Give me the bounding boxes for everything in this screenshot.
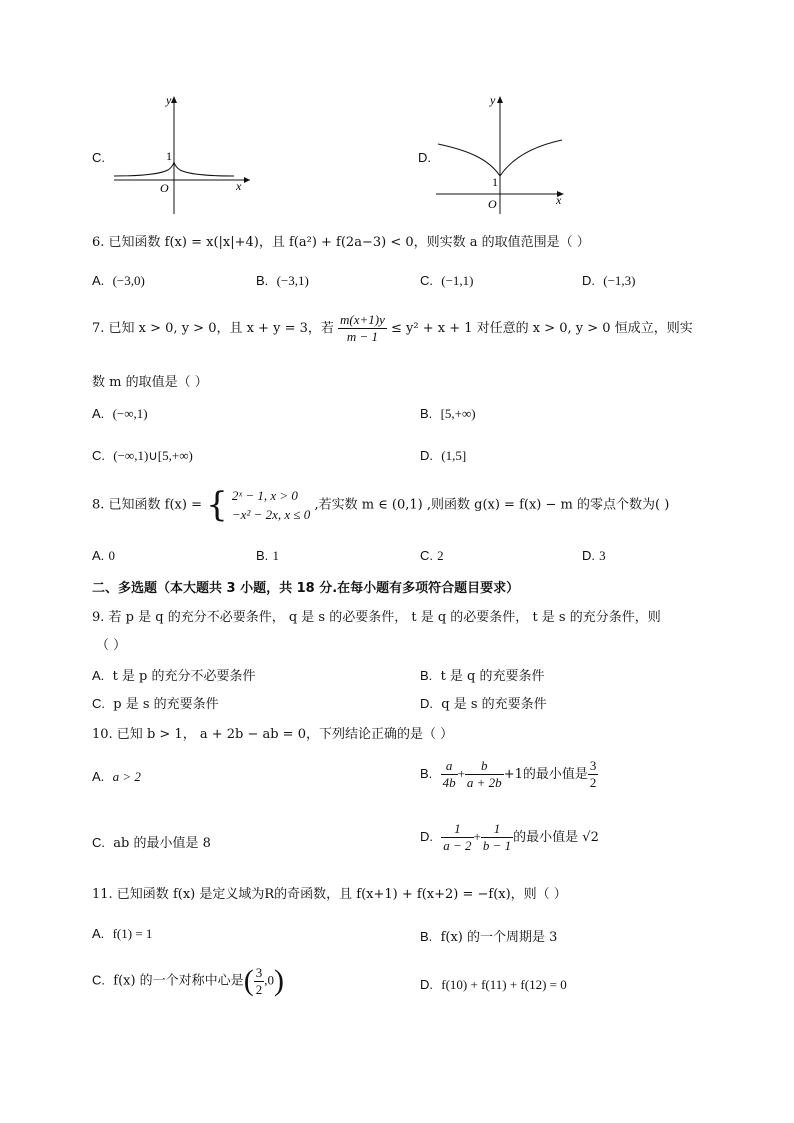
graph-c-label: C.	[92, 150, 105, 165]
q8-pieces	[232, 486, 310, 524]
q10-d-frac-2: $\frac{1}{b - 1}$	[482, 821, 512, 853]
q6-option-b[interactable]: B. (−3,1)	[256, 273, 309, 288]
q9-option-b[interactable]: B. t 是 q 的充要条件	[420, 668, 545, 684]
graph-d-y-arrow	[497, 96, 503, 103]
q11-option-b[interactable]: B. f(x) 的一个周期是 3	[420, 929, 558, 945]
q8-option-b[interactable]: B. 1	[256, 548, 279, 563]
q8-brace: {	[206, 485, 228, 525]
q8-piece-2: −x² − 2x, x ≤ 0	[231, 507, 311, 522]
q7-post: ≤ y² + x + 1 对任意的 x > 0, y > 0 恒成立，则实	[391, 321, 693, 336]
q8-post: ,若实数 m ∈ (0,1) ,则函数 g(x) = f(x) − m 的零点个数为( )	[314, 497, 670, 513]
graph-c-y-arrow	[171, 96, 177, 103]
q9-stem: 9. 若 p 是 q 的充分不必要条件， q 是 s 的必要条件， t 是 q 的必要条件， t 是 s 的充分条件，则	[92, 610, 661, 625]
graph-c-x-label: x	[236, 179, 242, 193]
q11-c-fraction: $\frac{3}{2}$	[255, 964, 263, 997]
q7-option-b[interactable]: B. [5,+∞)	[420, 406, 476, 421]
graph-d	[436, 92, 576, 222]
graph-c	[110, 92, 260, 222]
q10-option-b[interactable]: B. $\frac{a}{4b}$ + $\frac{b}{a + 2b}$ +1的最小值是 $\frac{3}{2}$	[420, 758, 597, 790]
q10-option-c[interactable]: C. ab 的最小值是 8	[92, 835, 211, 851]
q11-stem: 11. 已知函数 f(x) 是定义域为R的奇函数，且 f(x+1) + f(x+2) = −f(x)，则（ ）	[92, 887, 567, 902]
q10-option-d[interactable]: D. $\frac{1}{a - 2}$ + $\frac{1}{b - 1}$ 的最小值是 √2	[420, 821, 599, 853]
q7-stem-line2: 数 m 的取值是（ ）	[92, 375, 208, 390]
q10-d-frac-1: $\frac{1}{a - 2}$	[443, 821, 472, 853]
q6-option-a[interactable]: A. (−3,0)	[92, 273, 145, 288]
graph-d-label: D.	[418, 150, 431, 165]
q9-stem-line2: （ ）	[96, 638, 127, 653]
q7-option-d[interactable]: D. (1,5]	[420, 448, 467, 463]
q6-option-c[interactable]: C. (−1,1)	[420, 273, 474, 288]
q7-option-a[interactable]: A. (−∞,1)	[92, 406, 148, 421]
q8-option-a[interactable]: A. 0	[92, 548, 115, 563]
q8-stem	[92, 486, 669, 524]
q6-stem: 6. 已知函数 f(x) = x(|x|+4)，且 f(a²) + f(2a−3) < 0，则实数 a 的取值范围是（ ）	[92, 235, 590, 250]
q7-numerator: m(x+1)y	[340, 312, 385, 327]
q10-option-a[interactable]: A. a > 2	[92, 769, 141, 784]
graph-c-y-label: y	[166, 93, 172, 107]
q11-option-c[interactable]: C. f(x) 的一个对称中心是( $\frac{3}{2}$ ,0)	[92, 964, 284, 997]
graph-c-x-arrow	[244, 177, 250, 183]
graph-c-one: 1	[166, 149, 172, 163]
q8-pre: 8. 已知函数 f(x) =	[92, 497, 202, 513]
graph-d-origin: O	[488, 197, 497, 211]
q10-b-frac-2: $\frac{b}{a + 2b}$	[466, 758, 502, 790]
graph-d-one: 1	[492, 175, 498, 189]
graph-c-origin: O	[160, 181, 169, 195]
q6-option-d[interactable]: D. (−1,3)	[582, 273, 636, 288]
q8-option-d[interactable]: D. 3	[582, 548, 606, 563]
graph-d-curve-right	[500, 140, 562, 176]
q11-option-a[interactable]: A. f(1) = 1	[92, 926, 153, 941]
q7-pre: 7. 已知 x > 0, y > 0，且 x + y = 3，若	[92, 321, 334, 336]
q7-denominator: m − 1	[346, 329, 379, 344]
q10-b-frac-1: $\frac{a}{4b}$	[442, 758, 456, 790]
q7-stem	[92, 312, 693, 345]
q8-piece-1: 2ˣ − 1, x > 0	[231, 488, 298, 503]
q8-option-c[interactable]: C. 2	[420, 548, 444, 563]
section-heading-multi-choice: 二、多选题（本大题共 3 小题，共 18 分.在每小题有多项符合题目要求）	[92, 581, 520, 596]
graph-d-x-label: x	[556, 193, 562, 207]
q11-option-d[interactable]: D. f(10) + f(11) + f(12) = 0	[420, 977, 567, 992]
q9-option-d[interactable]: D. q 是 s 的充要条件	[420, 696, 547, 712]
q9-option-c[interactable]: C. p 是 s 的充要条件	[92, 696, 219, 712]
graph-d-y-label: y	[490, 93, 496, 107]
q7-fraction	[338, 312, 387, 345]
q9-option-a[interactable]: A. t 是 p 的充分不必要条件	[92, 668, 256, 684]
graph-d-curve-left	[438, 144, 500, 176]
q10-b-value: $\frac{3}{2}$	[589, 758, 597, 790]
q10-stem: 10. 已知 b > 1， a + 2b − ab = 0，下列结论正确的是（ ）	[92, 727, 454, 742]
q7-option-c[interactable]: C. (−∞,1)∪[5,+∞)	[92, 448, 193, 463]
